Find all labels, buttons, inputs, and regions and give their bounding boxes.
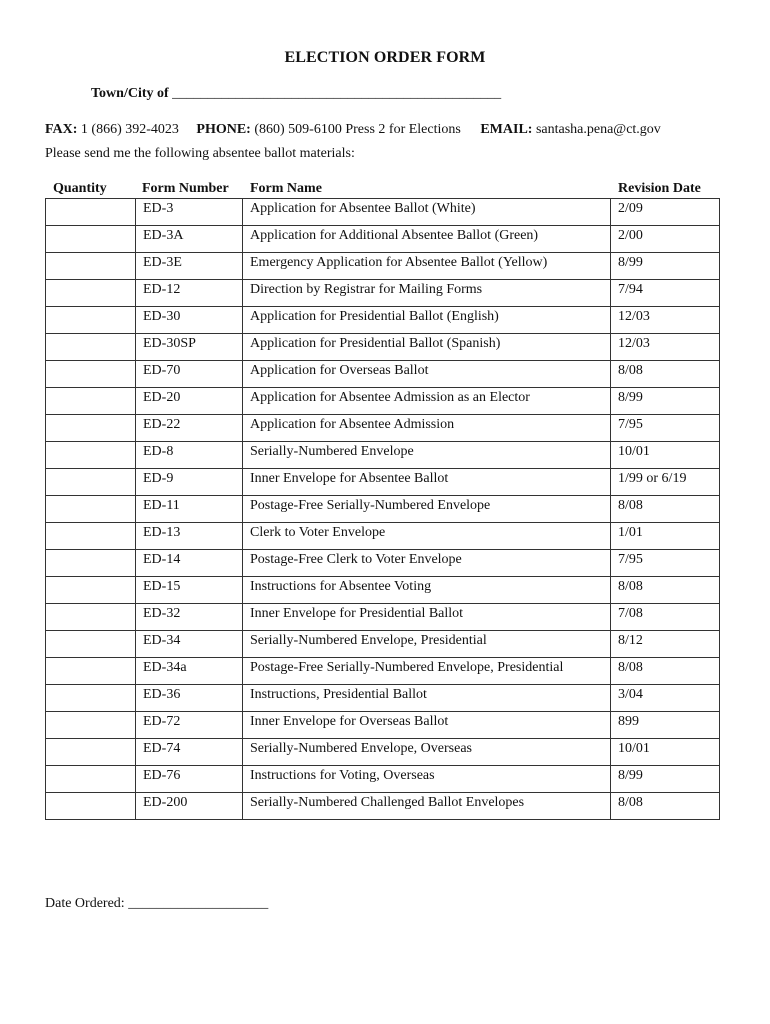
table-row bbox=[46, 253, 720, 280]
form-name-cell: Postage-Free Serially-Numbered Envelope, Presidential bbox=[243, 658, 611, 685]
instructions-text: Please send me the following absentee ballot materials: bbox=[45, 146, 355, 161]
town-city-field[interactable]: _______________________________________________ bbox=[172, 86, 502, 101]
page-title: ELECTION ORDER FORM bbox=[284, 49, 486, 66]
revision-date-cell: 8/12 bbox=[611, 631, 720, 658]
table-row bbox=[46, 415, 720, 442]
date-ordered-field[interactable]: ____________________ bbox=[128, 896, 269, 911]
table-row bbox=[46, 307, 720, 334]
revision-date-cell: 8/08 bbox=[611, 658, 720, 685]
quantity-cell[interactable] bbox=[46, 496, 136, 523]
form-name-cell: Application for Overseas Ballot bbox=[243, 361, 611, 388]
form-name-cell: Instructions for Absentee Voting bbox=[243, 577, 611, 604]
form-name-cell: Instructions, Presidential Ballot bbox=[243, 685, 611, 712]
table-row bbox=[46, 442, 720, 469]
form-name-cell: Application for Presidential Ballot (Spanish) bbox=[243, 334, 611, 361]
table-row bbox=[46, 577, 720, 604]
table-row bbox=[46, 280, 720, 307]
town-city-label: Town/City of bbox=[91, 86, 169, 101]
form-number-cell: ED-15 bbox=[136, 577, 243, 604]
form-number-cell: ED-200 bbox=[136, 793, 243, 820]
form-name-cell: Emergency Application for Absentee Ballot (Yellow) bbox=[243, 253, 611, 280]
table-row bbox=[46, 361, 720, 388]
table-row bbox=[46, 712, 720, 739]
revision-date-cell: 899 bbox=[611, 712, 720, 739]
form-name-cell: Inner Envelope for Overseas Ballot bbox=[243, 712, 611, 739]
quantity-cell[interactable] bbox=[46, 712, 136, 739]
form-number-cell: ED-11 bbox=[136, 496, 243, 523]
quantity-cell[interactable] bbox=[46, 523, 136, 550]
table-row bbox=[46, 793, 720, 820]
revision-date-cell: 8/08 bbox=[611, 361, 720, 388]
quantity-cell[interactable] bbox=[46, 415, 136, 442]
form-name-cell: Application for Presidential Ballot (English) bbox=[243, 307, 611, 334]
form-number-cell: ED-3 bbox=[136, 199, 243, 226]
header-quantity: Quantity bbox=[53, 181, 107, 196]
table-row bbox=[46, 334, 720, 361]
form-name-cell: Direction by Registrar for Mailing Forms bbox=[243, 280, 611, 307]
contact-info bbox=[45, 122, 661, 138]
table-row bbox=[46, 739, 720, 766]
form-number-cell: ED-36 bbox=[136, 685, 243, 712]
quantity-cell[interactable] bbox=[46, 631, 136, 658]
form-number-cell: ED-70 bbox=[136, 361, 243, 388]
form-number-cell: ED-3E bbox=[136, 253, 243, 280]
revision-date-cell: 7/08 bbox=[611, 604, 720, 631]
form-name-cell: Serially-Numbered Envelope, Presidential bbox=[243, 631, 611, 658]
phone-label: PHONE: bbox=[196, 122, 251, 137]
revision-date-cell: 7/94 bbox=[611, 280, 720, 307]
quantity-cell[interactable] bbox=[46, 604, 136, 631]
table-row bbox=[46, 226, 720, 253]
revision-date-cell: 2/00 bbox=[611, 226, 720, 253]
quantity-cell[interactable] bbox=[46, 388, 136, 415]
revision-date-cell: 1/99 or 6/19 bbox=[611, 469, 720, 496]
revision-date-cell: 3/04 bbox=[611, 685, 720, 712]
form-name-cell: Inner Envelope for Presidential Ballot bbox=[243, 604, 611, 631]
email-address: santasha.pena@ct.gov bbox=[535, 122, 661, 137]
form-number-cell: ED-30 bbox=[136, 307, 243, 334]
table-row bbox=[46, 604, 720, 631]
table-row bbox=[46, 631, 720, 658]
quantity-cell[interactable] bbox=[46, 469, 136, 496]
quantity-cell[interactable] bbox=[46, 253, 136, 280]
quantity-cell[interactable] bbox=[46, 550, 136, 577]
form-number-cell: ED-20 bbox=[136, 388, 243, 415]
revision-date-cell: 2/09 bbox=[611, 199, 720, 226]
revision-date-cell: 7/95 bbox=[611, 415, 720, 442]
phone-number: (860) 509-6100 Press 2 for Elections bbox=[254, 122, 461, 137]
table-row bbox=[46, 496, 720, 523]
form-name-cell: Instructions for Voting, Overseas bbox=[243, 766, 611, 793]
table-row bbox=[46, 388, 720, 415]
date-ordered-label: Date Ordered: bbox=[45, 896, 125, 911]
form-name-cell: Inner Envelope for Absentee Ballot bbox=[243, 469, 611, 496]
header-form-number: Form Number bbox=[142, 181, 229, 196]
form-name-cell: Postage-Free Clerk to Voter Envelope bbox=[243, 550, 611, 577]
header-revision-date: Revision Date bbox=[618, 181, 701, 196]
form-number-cell: ED-34 bbox=[136, 631, 243, 658]
date-ordered-line bbox=[45, 896, 268, 912]
quantity-cell[interactable] bbox=[46, 199, 136, 226]
form-number-cell: ED-34a bbox=[136, 658, 243, 685]
email-label: EMAIL: bbox=[480, 122, 533, 137]
form-name-cell: Postage-Free Serially-Numbered Envelope bbox=[243, 496, 611, 523]
revision-date-cell: 8/99 bbox=[611, 388, 720, 415]
table-row bbox=[46, 550, 720, 577]
form-name-cell: Application for Absentee Admission as an Elector bbox=[243, 388, 611, 415]
form-number-cell: ED-22 bbox=[136, 415, 243, 442]
form-name-cell: Application for Absentee Ballot (White) bbox=[243, 199, 611, 226]
quantity-cell[interactable] bbox=[46, 766, 136, 793]
form-number-cell: ED-32 bbox=[136, 604, 243, 631]
fax-number: 1 (866) 392-4023 bbox=[80, 122, 179, 137]
form-name-cell: Clerk to Voter Envelope bbox=[243, 523, 611, 550]
quantity-cell[interactable] bbox=[46, 685, 136, 712]
revision-date-cell: 8/08 bbox=[611, 577, 720, 604]
quantity-cell[interactable] bbox=[46, 307, 136, 334]
quantity-cell[interactable] bbox=[46, 334, 136, 361]
form-number-cell: ED-12 bbox=[136, 280, 243, 307]
form-name-cell: Application for Absentee Admission bbox=[243, 415, 611, 442]
table-row bbox=[46, 199, 720, 226]
form-number-cell: ED-30SP bbox=[136, 334, 243, 361]
quantity-cell[interactable] bbox=[46, 793, 136, 820]
revision-date-cell: 12/03 bbox=[611, 307, 720, 334]
quantity-cell[interactable] bbox=[46, 658, 136, 685]
form-number-cell: ED-14 bbox=[136, 550, 243, 577]
revision-date-cell: 8/08 bbox=[611, 496, 720, 523]
revision-date-cell: 8/99 bbox=[611, 766, 720, 793]
form-number-cell: ED-13 bbox=[136, 523, 243, 550]
table-row bbox=[46, 469, 720, 496]
town-city-line bbox=[91, 86, 501, 102]
revision-date-cell: 7/95 bbox=[611, 550, 720, 577]
forms-table bbox=[45, 198, 720, 820]
fax-label: FAX: bbox=[45, 122, 78, 137]
quantity-cell[interactable] bbox=[46, 577, 136, 604]
form-name-cell: Serially-Numbered Envelope bbox=[243, 442, 611, 469]
header-form-name: Form Name bbox=[250, 181, 322, 196]
revision-date-cell: 10/01 bbox=[611, 739, 720, 766]
table-row bbox=[46, 523, 720, 550]
revision-date-cell: 8/08 bbox=[611, 793, 720, 820]
quantity-cell[interactable] bbox=[46, 280, 136, 307]
form-number-cell: ED-76 bbox=[136, 766, 243, 793]
quantity-cell[interactable] bbox=[46, 442, 136, 469]
form-number-cell: ED-74 bbox=[136, 739, 243, 766]
quantity-cell[interactable] bbox=[46, 739, 136, 766]
form-number-cell: ED-72 bbox=[136, 712, 243, 739]
revision-date-cell: 1/01 bbox=[611, 523, 720, 550]
form-name-cell: Serially-Numbered Challenged Ballot Envelopes bbox=[243, 793, 611, 820]
form-number-cell: ED-8 bbox=[136, 442, 243, 469]
revision-date-cell: 8/99 bbox=[611, 253, 720, 280]
revision-date-cell: 12/03 bbox=[611, 334, 720, 361]
table-row bbox=[46, 658, 720, 685]
quantity-cell[interactable] bbox=[46, 226, 136, 253]
form-name-cell: Serially-Numbered Envelope, Overseas bbox=[243, 739, 611, 766]
form-number-cell: ED-3A bbox=[136, 226, 243, 253]
table-row bbox=[46, 685, 720, 712]
form-number-cell: ED-9 bbox=[136, 469, 243, 496]
revision-date-cell: 10/01 bbox=[611, 442, 720, 469]
form-name-cell: Application for Additional Absentee Ballot (Green) bbox=[243, 226, 611, 253]
table-row bbox=[46, 766, 720, 793]
quantity-cell[interactable] bbox=[46, 361, 136, 388]
